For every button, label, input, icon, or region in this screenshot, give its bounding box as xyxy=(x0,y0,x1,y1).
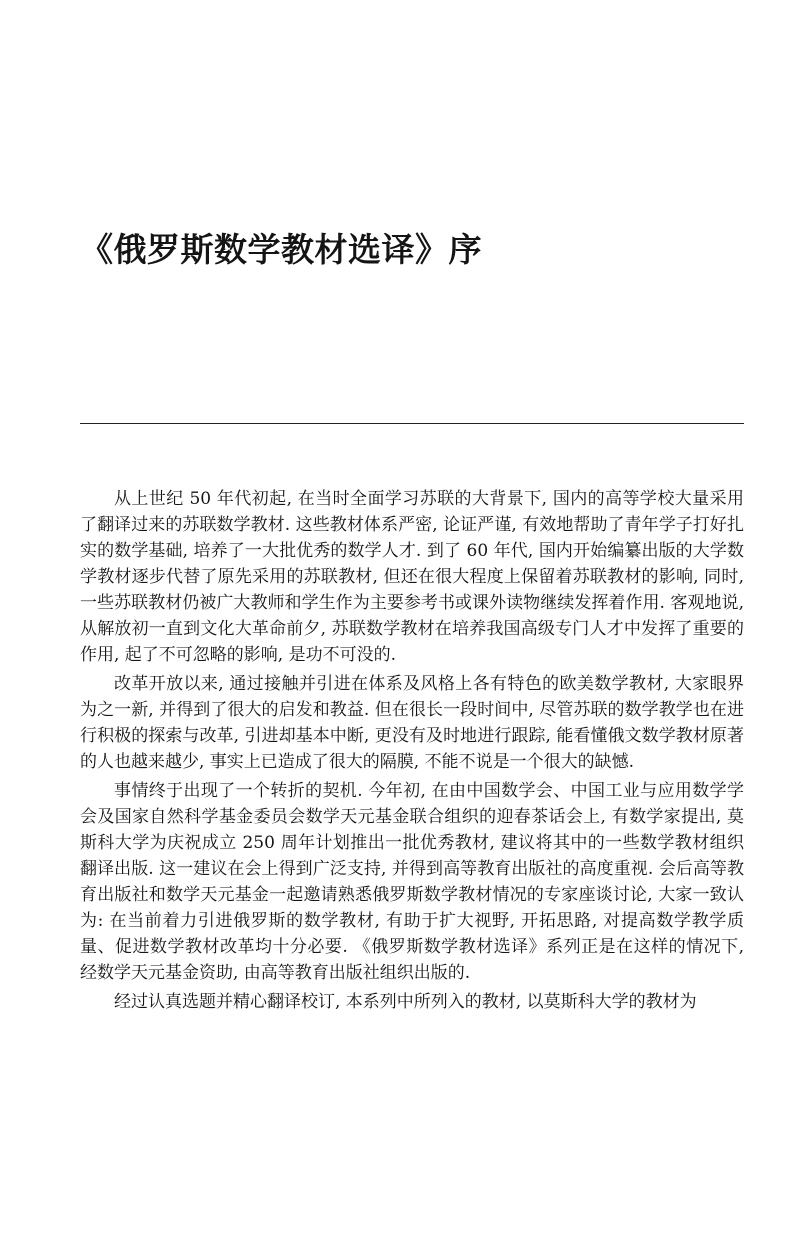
title-divider xyxy=(80,423,744,424)
paragraph: 经过认真选题并精心翻译校订, 本系列中所列入的教材, 以莫斯科大学的教材为 xyxy=(114,992,697,1012)
paragraph: 改革开放以来, 通过接触并引进在体系及风格上各有特色的欧美数学教材, 大家眼界为之一新, 并得到了很大的启发和教益. 但在很长一段时间中, 尽管苏联的数学教学也在进行积极的探索与改革, 引进却基本中断, 更没有及时地进行跟踪, 能看懂俄文数学教材原著的人也越来越少, 事实上已造成了很大的隔膜, 不能不说是一个很大的缺憾. xyxy=(80,674,744,772)
preface-body xyxy=(80,486,744,1018)
page-title: 《俄罗斯数学教材选译》序 xyxy=(80,230,482,269)
paragraph: 事情终于出现了一个转折的契机. 今年初, 在由中国数学会、中国工业与应用数学学会及国家自然科学基金委员会数学天元基金联合组织的迎春茶话会上, 有数学家提出, 莫斯科大学为庆祝成立 250 周年计划推出一批优秀教材, 建议将其中的一些数学教材组织翻译出版. 这一建议在会上得到广泛支持, 并得到高等教育出版社的高度重视. 会后高等教育出版社和数学天元基金一起邀请熟悉俄罗斯数学教材情况的专家座谈讨论, 大家一致认为: 在当前着力引进俄罗斯的数学教材, 有助于扩大视野, 开拓思路, 对提高数学教学质量、促进数学教材改革均十分必要. 《俄罗斯数学教材选译》系列正是在这样的情况下, 经数学天元基金资助, 由高等教育出版社组织出版的. xyxy=(80,781,744,983)
paragraph: 从上世纪 50 年代初起, 在当时全面学习苏联的大背景下, 国内的高等学校大量采用了翻译过来的苏联数学教材. 这些教材体系严密, 论证严谨, 有效地帮助了青年学子打好扎实的数学基础, 培养了一大批优秀的数学人才. 到了 60 年代, 国内开始编纂出版的大学数学教材逐步代替了原先采用的苏联教材, 但还在很大程度上保留着苏联教材的影响, 同时, 一些苏联教材仍被广大教师和学生作为主要参考书或课外读物继续发挥着作用. 客观地说, 从解放初一直到文化大革命前夕, 苏联数学教材在培养我国高级专门人才中发挥了重要的作用, 起了不可忽略的影响, 是功不可没的. xyxy=(80,489,744,665)
